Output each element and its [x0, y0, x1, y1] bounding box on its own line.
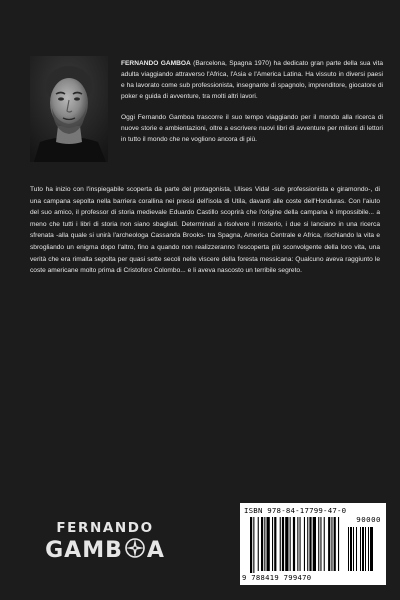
barcode-bar: [274, 517, 276, 571]
isbn-barcode: [240, 503, 386, 585]
barcode-bar: [324, 517, 325, 571]
bio-paragraph-2: Oggi Fernando Gamboa trascorre il suo tempo viaggiando per il mondo alla ricerca di nuove storie e ambientazioni, oltre a escrivere nuovi libri di avventure per milioni di lettori in tutto il mondo che ne vogliono ancora di più.: [121, 114, 383, 143]
barcode-addon-bar: [368, 527, 369, 571]
barcode-bar: [264, 517, 265, 571]
barcode-bar: [253, 517, 254, 573]
barcode-bar: [293, 517, 295, 571]
barcode-addon-bar: [365, 527, 366, 571]
barcode-bar: [304, 517, 305, 571]
barcode-bar: [267, 517, 270, 571]
barcode-addon-bar: [370, 527, 373, 571]
logo-bottom-left-text: GAMB: [45, 538, 123, 563]
barcode-addon-bar: [362, 527, 364, 571]
barcode-bar: [272, 517, 273, 571]
barcode-bar: [328, 517, 330, 571]
synopsis: [30, 184, 380, 277]
author-logo: [30, 520, 180, 564]
barcode-bar: [309, 517, 311, 571]
barcode-bar: [250, 517, 252, 573]
compass-rose-icon: [124, 537, 146, 564]
barcode-bar: [261, 517, 263, 571]
barcode-bar: [320, 517, 321, 571]
barcode-bar: [331, 517, 332, 571]
barcode-bar: [318, 517, 319, 571]
barcode-bar: [285, 517, 288, 571]
barcode-bar: [282, 517, 284, 571]
barcode-addon-bar: [353, 527, 354, 571]
author-photo: [30, 56, 108, 162]
ean-number: 9 788419 799470: [242, 573, 312, 582]
isbn-number: ISBN 978-84-17799-47-0: [244, 506, 347, 515]
barcode-bar: [313, 517, 316, 571]
barcode-bar: [297, 517, 298, 571]
barcode-addon-bar: [350, 527, 352, 571]
barcode-addon-bar: [360, 527, 361, 571]
bio-paragraph-1-text: (Barcelona, Spagna 1970) ha dedicato gran parte della sua vita adulta viaggiando attraverso l'Africa, l'Asia e l'America Latina. Ha vissuto in diversi paesi e ha lavorato come sub professionista, insegnante di spagnolo, imprenditore, giocatore di poker e guida di avventure, tra molti altri lavori.: [121, 60, 383, 100]
barcode-addon-number: 90000: [356, 515, 381, 524]
logo-top-text: FERNANDO: [56, 520, 154, 536]
barcode-addon-bar: [348, 527, 349, 571]
author-name: FERNANDO GAMBOA: [121, 60, 191, 67]
barcode-bar: [300, 517, 301, 571]
barcode-bar: [338, 517, 339, 571]
barcode-bar: [280, 517, 281, 571]
barcode-bar: [258, 517, 259, 571]
logo-bottom-row: [30, 537, 180, 564]
bio-paragraph-1: [121, 58, 383, 102]
synopsis-text: Tuto ha inizio con l'inspiegabile scoperta da parte del protagonista, Ulises Vidal -sub professionista e giramondo-, di una campana sepolta nella barriera corallina nei pressi dell'isola di Utila, davanti alle coste dell'Honduras. Con l'aiuto del suo amico, il professor di storia medievale Eduardo Castillo scoprirà che l'origine della campana è impossibile... a meno che tutti i libri di storia non siano sbagliati. Determinati a risolvere il misterio, i due si lanciano in una ricerca sfrenata -alla quale si unirà l'archeologa Cassanda Brooks- tra Spagna, America Centrale e Africa, rischiando la vita e sbrogliando un enigma dopo l'altro, fino a quando non realizzeranno l'escoperta più sconvolgente della loro vita, una verità che era rimalta sepolta per quasi sette secoli nelle viscere della foresta messicana: Qualcuno aveva raggiunto le coste americane molto prima di Cristoforo Colombo... e li aveva nascosto un terribile segreto.: [30, 186, 380, 275]
barcode-bar: [290, 517, 291, 571]
author-bio: [121, 58, 383, 155]
author-portrait-image: [30, 56, 108, 162]
barcode-addon-bar: [356, 527, 357, 571]
logo-bottom-right-text: A: [146, 538, 165, 563]
barcode-bar: [307, 517, 308, 571]
barcode-bar: [334, 517, 336, 571]
